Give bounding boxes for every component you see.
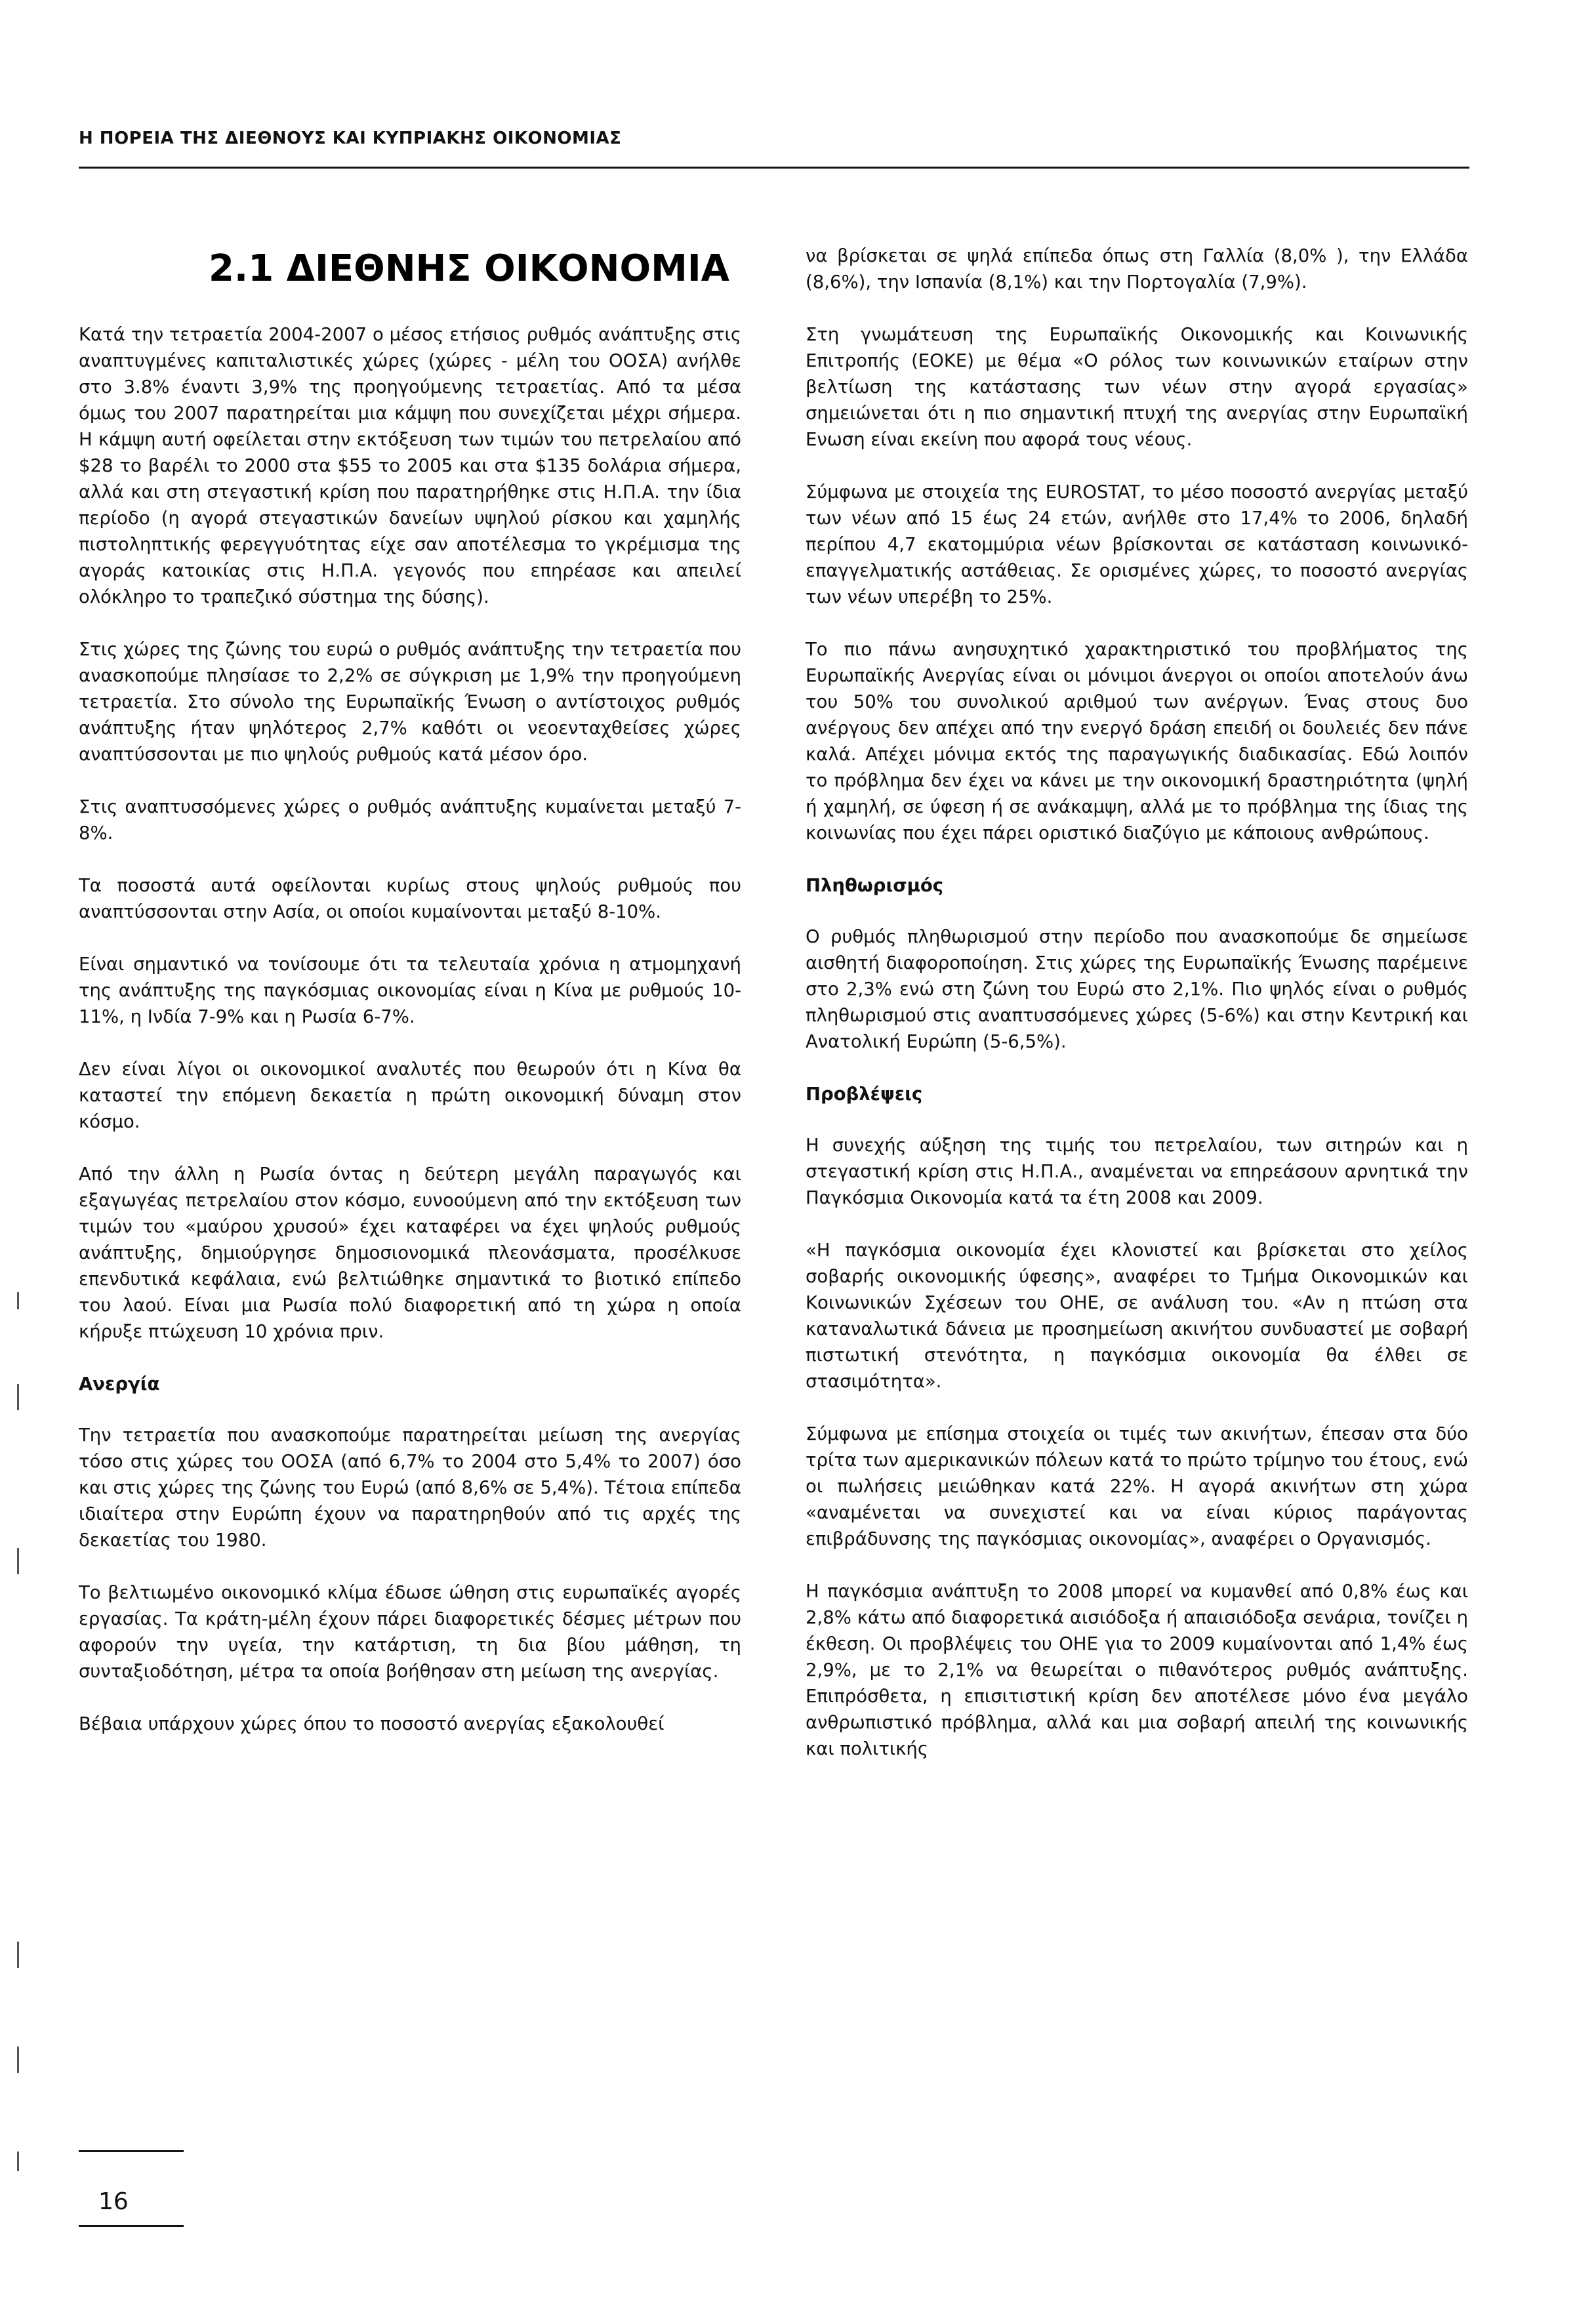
paragraph: Στη γνωμάτευση της Ευρωπαϊκής Οικονομικής και Κοινωνικής Επιτροπής (ΕΟΚΕ) με θέμα «Ο ρόλος των κοινωνικών εταίρων στην βελτίωση της κατάστασης των νέων στην αγορά εργασίας» σημειώνεται ότι η πιο σημαντική πτυχή της ανεργίας στην Ευρωπαϊκή Ενωση είναι εκείνη που αφορά τους νέους. <box>806 324 1468 450</box>
unemployment-heading: Ανεργία <box>79 1374 160 1395</box>
inflation-heading: Πληθωρισμός <box>806 875 944 896</box>
paragraph: Το βελτιωμένο οικονομικό κλίμα έδωσε ώθηση στις ευρωπαϊκές αγορές εργασίας. Τα κράτη-μέλη έχουν πάρει διαφορετικές δέσμες μέτρων που αφορούν την υγεία, την κατάρτιση, τη δια βίου μάθηση, τη συνταξιοδότηση, μέτρα τα οποία βοήθησαν στη μείωση της ανεργίας. <box>79 1582 741 1682</box>
margin-mark <box>17 1384 19 1410</box>
page-number: 16 <box>98 2188 129 2215</box>
paragraph: Η συνεχής αύξηση της τιμής του πετρελαίου, των σιτηρών και η στεγαστική κρίση στις Η.Π.Α., αναμένεται να επηρεάσουν αρνητικά την Παγκόσμια Οικονομία κατά τα έτη 2008 και 2009. <box>806 1135 1468 1208</box>
paragraph: Η παγκόσμια ανάπτυξη το 2008 μπορεί να κυμανθεί από 0,8% έως και 2,8% κάτω από διαφορετικά αισιόδοξα ή απαισιόδοξα σενάρια, τονίζει η έκθεση. Οι προβλέψεις του ΟΗΕ για το 2009 κυμαίνονται από 1,4% έως 2,9%, με το 2,1% να θεωρείται ο πιθανότερος ρυθμός ανάπτυξης. Επιπρόσθετα, η επισιτιστική κρίση δεν αποτέλεσε μόνο ένα μεγάλο ανθρωπιστικό πρόβλημα, αλλά και μια σοβαρή απειλή της κοινωνικής και πολιτικής <box>806 1581 1468 1759</box>
section-title: 2.1 ΔΙΕΘΝΗΣ ΟΙΚΟΝΟΜΙΑ <box>208 247 729 290</box>
margin-mark <box>17 2047 19 2073</box>
paragraph: Την τετραετία που ανασκοπούμε παρατηρείται μείωση της ανεργίας τόσο στις χώρες του ΟΟΣΑ (από 6,7% το 2004 στο 5,4% το 2007) όσο και στις χώρες της ζώνης του Ευρώ (από 8,6% σε 5,4%). Τέτοια επίπεδα ιδιαίτερα στην Ευρώπη έχουν να παρατηρηθούν από τις αρχές της δεκαετίας του 1980. <box>79 1425 741 1551</box>
paragraph: Κατά την τετραετία 2004-2007 ο μέσος ετήσιος ρυθμός ανάπτυξης στις αναπτυγμένες καπιταλιστικές χώρες (χώρες - μέλη του ΟΟΣΑ) ανήλθε στο 3.8% έναντι 3,9% της προηγούμενης τετραετίας. Από τα μέσα όμως του 2007 παρατηρείται μια κάμψη που συνεχίζεται μέχρι σήμερα. Η κάμψη αυτή οφείλεται στην εκτόξευση των τιμών του πετρελαίου από $28 το βαρέλι το 2000 στα $55 το 2005 και στα $135 δολάρια σήμερα, αλλά και στη στεγαστική κρίση που παρατηρήθηκε στις Η.Π.Α. την ίδια περίοδο (η αγορά στεγαστικών δανείων υψηλού ρίσκου και χαμηλής πιστοληπτικής φερεγγυότητας είχε σαν αποτέλεσμα το γκρέμισμα της αγοράς κατοικίας στις Η.Π.Α. γεγονός που επηρέασε και απειλεί ολόκληρο το τραπεζικό σύστημα της δύσης). <box>79 324 741 607</box>
paragraph: Το πιο πάνω ανησυχητικό χαρακτηριστικό του προβλήματος της Ευρωπαϊκής Ανεργίας είναι οι μόνιμοι άνεργοι οι οποίοι αποτελούν άνω του 50% του συνολικού αριθμού των ανέργων. Ένας στους δυο ανέργους δεν απέχει από την ενεργό δράση επειδή οι δουλειές δεν πάνε καλά. Απέχει μόνιμα εκτός της παραγωγικής διαδικασίας. Εδώ λοιπόν το πρόβλημα δεν έχει να κάνει με την οικονομική δραστηριότητα (ψηλή ή χαμηλή, σε ύφεση ή σε ανάκαμψη, αλλά με το πρόβλημα της ίδιας της κοινωνίας που έχει πάρει οριστικό διαζύγιο με κάποιους ανθρώπους. <box>806 639 1468 844</box>
paragraph: Στις αναπτυσσόμενες χώρες ο ρυθμός ανάπτυξης κυμαίνεται μεταξύ 7-8%. <box>79 796 741 844</box>
paragraph: Ο ρυθμός πληθωρισμού στην περίοδο που ανασκοπούμε δε σημείωσε αισθητή διαφοροποίηση. Στις χώρες της Ευρωπαϊκής Ένωσης παρέμεινε στο 2,3% ενώ στη ζώνη του Ευρώ στο 2,1%. Πιο ψηλός είναι ο ρυθμός πληθωρισμού στις αναπτυσσόμενες χώρες (5-6%) και στην Κεντρική και Ανατολική Ευρώπη (5-6,5%). <box>806 926 1468 1052</box>
paragraph: «Η παγκόσμια οικονομία έχει κλονιστεί και βρίσκεται στο χείλος σοβαρής οικονομικής ύφεσης», αναφέρει το Τμήμα Οικονομικών και Κοινωνικών Σχέσεων του ΟΗΕ, σε ανάλυση του. «Αν η πτώση στα καταναλωτικά δάνεια με προσημείωση ακινήτου συνδυαστεί με σοβαρή πιστωτική στενότητα, η παγκόσμια οικονομία θα έλθει σε στασιμότητα». <box>806 1240 1468 1392</box>
paragraph: Σύμφωνα με στοιχεία της EUROSTAT, το μέσο ποσοστό ανεργίας μεταξύ των νέων από 15 έως 24 ετών, ανήλθε στο 17,4% το 2006, δηλαδή περίπου 4,7 εκατομμύρια νέων βρίσκονται σε κατάσταση κοινωνικό-επαγγελματικής αστάθειας. Σε ορισμένες χώρες, το ποσοστό ανεργίας των νέων υπερέβη το 25%. <box>806 481 1468 607</box>
paragraph: Από την άλλη η Ρωσία όντας η δεύτερη μεγάλη παραγωγός και εξαγωγέας πετρελαίου στον κόσμο, ευνοούμενη από την εκτόξευση των τιμών του «μαύρου χρυσού» έχει καταφέρει να έχει ψηλούς ρυθμούς ανάπτυξης, δημιούργησε δημοσιονομικά πλεονάσματα, προσέλκυσε επενδυτικά κεφάλαια, ενώ βελτιώθηκε σημαντικά το βιοτικό επίπεδο του λαού. Είναι μια Ρωσία πολύ διαφορετική από τη χώρα η οποία κήρυξε πτώχευση 10 χρόνια πριν. <box>79 1164 741 1342</box>
paragraph: Σύμφωνα με επίσημα στοιχεία οι τιμές των ακινήτων, έπεσαν στα δύο τρίτα των αμερικανικών πόλεων κατά το πρώτο τρίμηνο του έτους, ενώ οι πωλήσεις μειώθηκαν κατά 22%. Η αγορά ακινήτων στη χώρα «αναμένεται να συνεχιστεί και να είναι κύριος παράγοντας επιβράδυνσης της παγκόσμιας οικονομίας», αναφέρει ο Οργανισμός. <box>806 1423 1468 1549</box>
paragraph: Είναι σημαντικό να τονίσουμε ότι τα τελευταία χρόνια η ατμομηχανή της ανάπτυξης της παγκόσμιας οικονομίας είναι η Κίνα με ρυθμούς 10-11%, η Ινδία 7-9% και η Ρωσία 6-7%. <box>79 954 741 1027</box>
paragraph: Στις χώρες της ζώνης του ευρώ ο ρυθμός ανάπτυξης την τετραετία που ανασκοπούμε πλησίασε το 2,2% σε σύγκριση με 1,9% την προηγούμενη τετραετία. Στο σύνολο της Ευρωπαϊκής Ένωση ο αντίστοιχος ρυθμός ανάπτυξης ήταν ψηλότερος 2,7% καθότι οι νεοενταχθείσες χώρες αναπτύσσονται με πιο ψηλούς ρυθμούς κατά μέσον όρο. <box>79 639 741 765</box>
paragraph: Δεν είναι λίγοι οι οικονομικοί αναλυτές που θεωρούν ότι η Κίνα θα καταστεί την επόμενη δεκαετία η πρώτη οικονομική δύναμη στον κόσμο. <box>79 1059 741 1132</box>
footer-rule <box>79 2150 184 2152</box>
running-header: Η ΠΟΡΕΙΑ ΤΗΣ ΔΙΕΘΝΟΥΣ ΚΑΙ ΚΥΠΡΙΑΚΗΣ ΟΙΚΟΝΟΜΙΑΣ <box>79 129 622 148</box>
right-column <box>806 243 1468 1788</box>
footer-rule-bottom <box>79 2225 184 2227</box>
margin-mark <box>17 1548 19 1574</box>
paragraph: Τα ποσοστά αυτά οφείλονται κυρίως στους ψηλούς ρυθμούς που αναπτύσσονται στην Ασία, οι οποίοι κυμαίνονται μεταξύ 8-10%. <box>79 875 741 922</box>
left-column <box>79 249 741 1763</box>
forecasts-heading: Προβλέψεις <box>806 1084 923 1105</box>
paragraph: Βέβαια υπάρχουν χώρες όπου το ποσοστό ανεργίας εξακολουθεί <box>79 1713 665 1734</box>
header-rule <box>79 167 1469 169</box>
margin-mark <box>17 1292 19 1309</box>
paragraph: να βρίσκεται σε ψηλά επίπεδα όπως στη Γαλλία (8,0% ), την Ελλάδα (8,6%), την Ισπανία (8,1%) και την Πορτογαλία (7,9%). <box>806 245 1468 293</box>
margin-mark <box>17 1942 19 1968</box>
margin-mark <box>17 2152 19 2171</box>
